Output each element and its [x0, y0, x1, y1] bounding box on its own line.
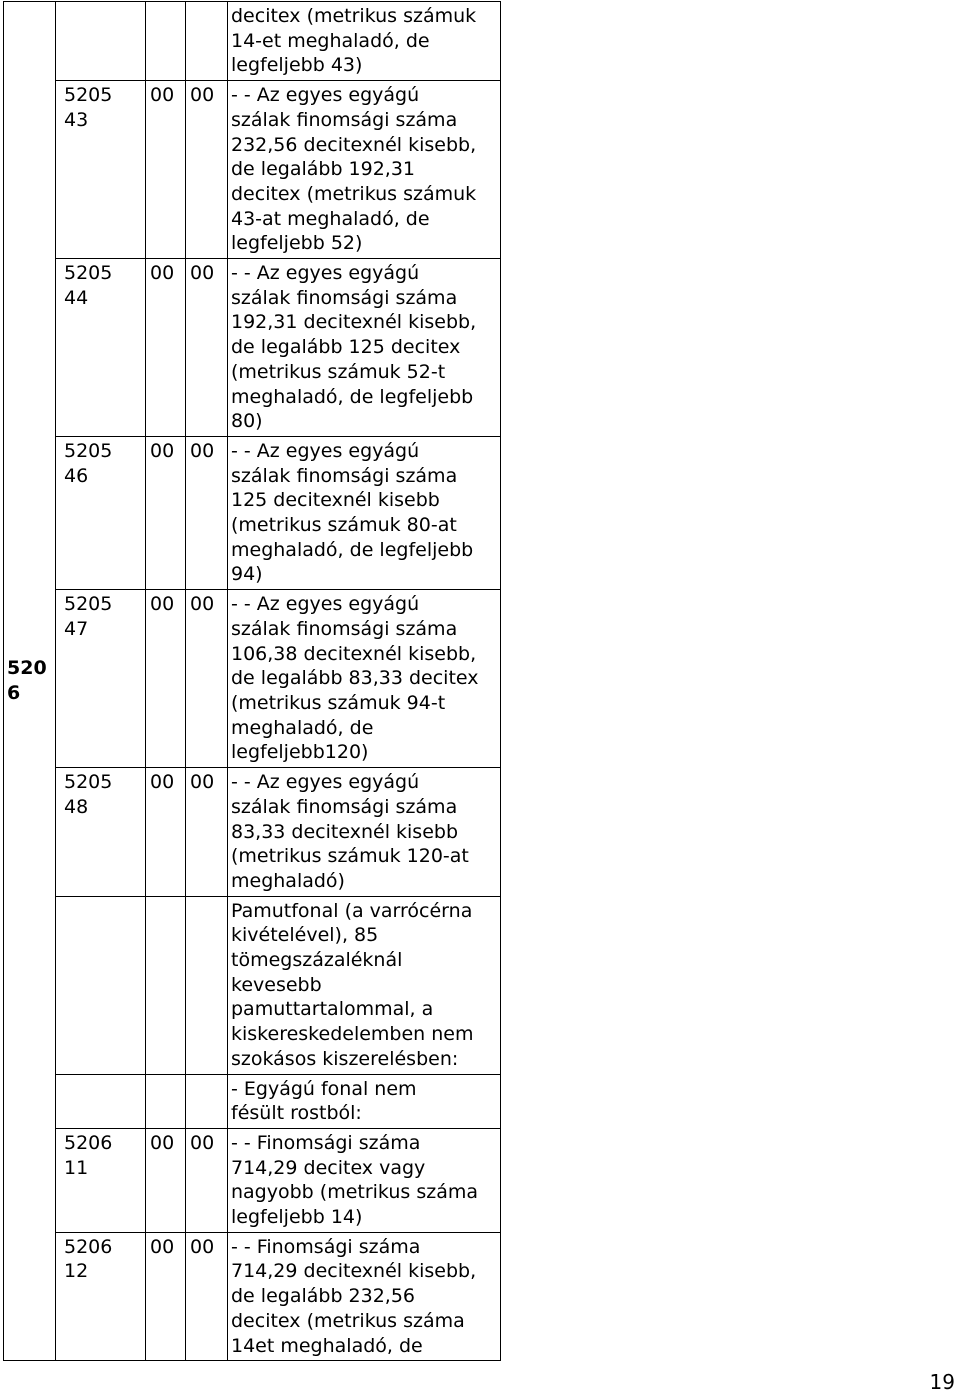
description: - - Az egyes egyágú szálak finomsági száma 192,31 decitexnél kisebb, de legalább 125 decitex (metrikus számuk 52-t meghaladó, de legfeljebb 80)	[228, 259, 501, 437]
heading-code: 520 6	[4, 2, 56, 1361]
table-row	[4, 436, 501, 589]
subheading-2: 00	[186, 1232, 228, 1361]
tariff-code: 5205 44	[56, 259, 146, 437]
subheading-2	[186, 2, 228, 81]
subheading-1	[146, 896, 186, 1074]
table-row	[4, 2, 501, 81]
table-row	[4, 590, 501, 768]
subheading-1	[146, 2, 186, 81]
tariff-code: 5205 47	[56, 590, 146, 768]
subheading-1: 00	[146, 1232, 186, 1361]
table-row	[4, 768, 501, 897]
subheading-2: 00	[186, 590, 228, 768]
table-row	[4, 1232, 501, 1361]
subheading-2: 00	[186, 768, 228, 897]
subheading-1: 00	[146, 768, 186, 897]
subheading-2	[186, 1074, 228, 1128]
subheading-1: 00	[146, 259, 186, 437]
subheading-1: 00	[146, 436, 186, 589]
description: - - Az egyes egyágú szálak finomsági száma 125 decitexnél kisebb (metrikus számuk 80-at meghaladó, de legfeljebb 94)	[228, 436, 501, 589]
table-row	[4, 259, 501, 437]
description: - - Finomsági száma 714,29 decitexnél kisebb, de legalább 232,56 decitex (metrikus száma 14et meghaladó, de	[228, 1232, 501, 1361]
subheading-1: 00	[146, 81, 186, 259]
subheading-2: 00	[186, 259, 228, 437]
table-row	[4, 81, 501, 259]
subheading-2: 00	[186, 1128, 228, 1232]
description: - - Az egyes egyágú szálak finomsági száma 106,38 decitexnél kisebb, de legalább 83,33 decitex (metrikus számuk 94-t meghaladó, de legfeljebb120)	[228, 590, 501, 768]
table-row	[4, 1128, 501, 1232]
tariff-code	[56, 896, 146, 1074]
tariff-code: 5205 48	[56, 768, 146, 897]
table-row	[4, 896, 501, 1074]
subheading-2: 00	[186, 81, 228, 259]
page-number: 19	[929, 1370, 955, 1394]
tariff-code: 5206 12	[56, 1232, 146, 1361]
description: - - Az egyes egyágú szálak finomsági száma 232,56 decitexnél kisebb, de legalább 192,31 decitex (metrikus számuk 43-at meghaladó, de legfeljebb 52)	[228, 81, 501, 259]
tariff-code: 5205 46	[56, 436, 146, 589]
description: Pamutfonal (a varrócérna kivételével), 85 tömegszázaléknál kevesebb pamuttartalommal, a kiskereskedelemben nem szokásos kiszerelésben:	[228, 896, 501, 1074]
description: - - Finomsági száma 714,29 decitex vagy nagyobb (metrikus száma legfeljebb 14)	[228, 1128, 501, 1232]
subheading-2	[186, 896, 228, 1074]
tariff-code: 5205 43	[56, 81, 146, 259]
table-row	[4, 1074, 501, 1128]
subheading-1	[146, 1074, 186, 1128]
tariff-code: 5206 11	[56, 1128, 146, 1232]
tariff-code	[56, 1074, 146, 1128]
description: - - Az egyes egyágú szálak finomsági száma 83,33 decitexnél kisebb (metrikus számuk 120-at meghaladó)	[228, 768, 501, 897]
subheading-1: 00	[146, 590, 186, 768]
subheading-2: 00	[186, 436, 228, 589]
tariff-table	[3, 1, 501, 1361]
subheading-1: 00	[146, 1128, 186, 1232]
tariff-code	[56, 2, 146, 81]
description: - Egyágú fonal nem fésült rostból:	[228, 1074, 501, 1128]
description: decitex (metrikus számuk 14-et meghaladó, de legfeljebb 43)	[228, 2, 501, 81]
